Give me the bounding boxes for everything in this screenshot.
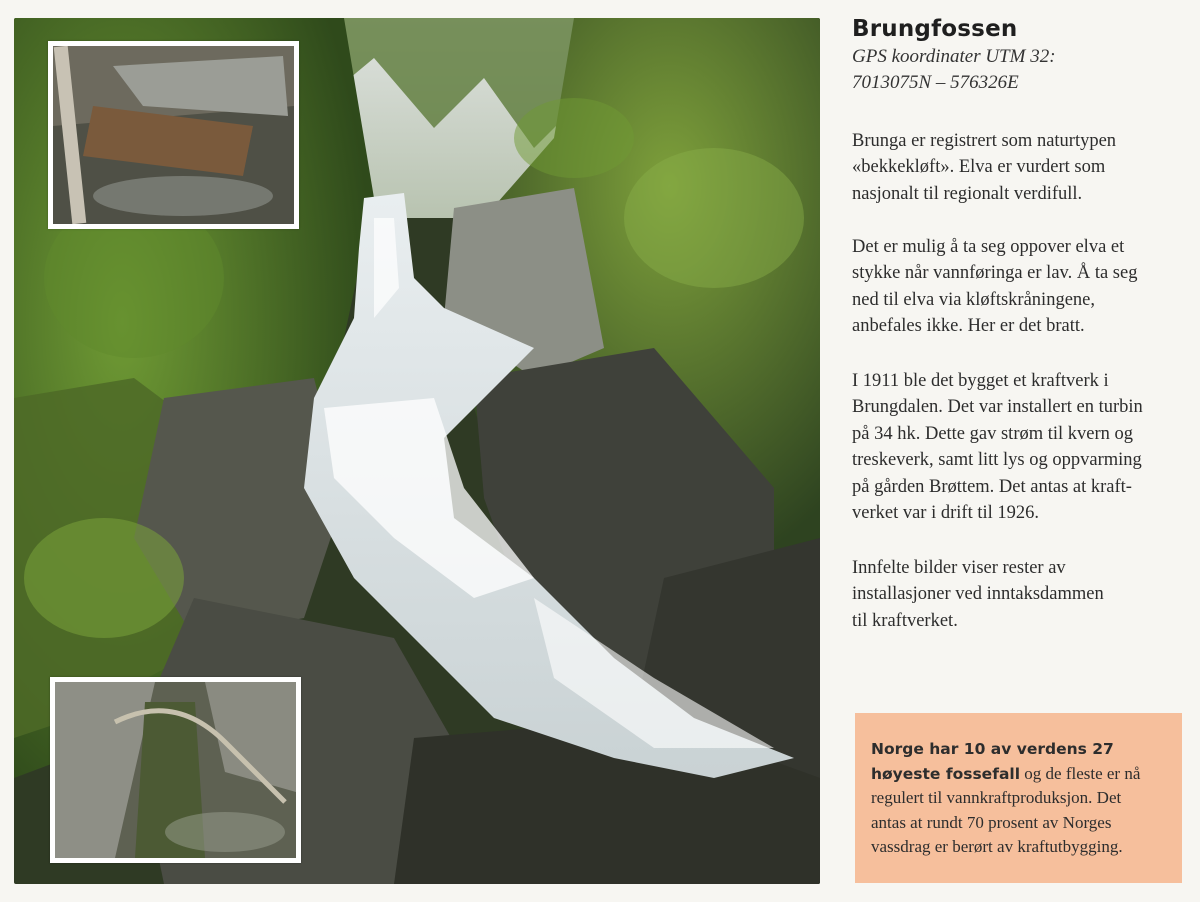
text-line: Det er mulig å ta seg oppover elva et	[852, 237, 1125, 257]
text-line: treskeverk, samt litt lys og oppvarming	[852, 450, 1142, 471]
fact-lead-1: Norge har 10 av verdens 27	[871, 740, 1114, 758]
text-line: Brungdalen. Det var installert en turbin	[852, 397, 1143, 418]
fact-box	[855, 713, 1182, 883]
fact-line: antas at rundt 70 prosent av Norges	[871, 812, 1112, 832]
text-line: på 34 hk. Dette gav strøm til kvern og	[852, 423, 1134, 444]
text-line: Brunga er registrert som naturtypen	[852, 131, 1117, 151]
text-column	[852, 16, 1192, 96]
inset-photo-intake-remains	[50, 677, 301, 863]
text-line: stykke når vannføringa er lav. Å ta seg	[852, 263, 1138, 284]
text-line: Innfelte bilder viser rester av	[852, 558, 1066, 578]
text-line: I 1911 ble det bygget et kraftverk i	[852, 371, 1109, 391]
page-title: Brungfossen	[852, 16, 1018, 42]
gps-line-1: GPS koordinater UTM 32:	[852, 46, 1056, 67]
text-line: til kraftverket.	[852, 610, 958, 631]
text-line: verket var i drift til 1926.	[852, 503, 1040, 524]
text-line: ned til elva via kløftskråningene,	[852, 289, 1095, 310]
inset-photo-dam-remains	[48, 41, 299, 229]
text-line: installasjoner ved inntaksdammen	[852, 584, 1104, 605]
text-line: «bekkekløft». Elva er vurdert som	[852, 157, 1106, 178]
fact-line: regulert til vannkraftproduksjon. Det	[871, 788, 1122, 807]
text-line: anbefales ikke. Her er det bratt.	[852, 316, 1085, 337]
fact-rest-2: og de fleste er nå	[1020, 763, 1141, 783]
paragraph-inset-caption	[852, 555, 1192, 634]
fact-lead-2: høyeste fossefall	[871, 764, 1021, 783]
fact-line: vassdrag er berørt av kraftutbygging.	[871, 837, 1123, 856]
paragraph-naturtype	[852, 128, 1192, 207]
paragraph-access	[852, 234, 1192, 340]
text-line: nasjonalt til regionalt verdifull.	[852, 183, 1083, 204]
paragraph-history	[852, 368, 1192, 526]
gps-coordinates	[852, 44, 1192, 96]
gps-line-2: 7013075N – 576326E	[852, 72, 1019, 93]
text-line: på gården Brøttem. Det antas at kraft-	[852, 476, 1132, 497]
